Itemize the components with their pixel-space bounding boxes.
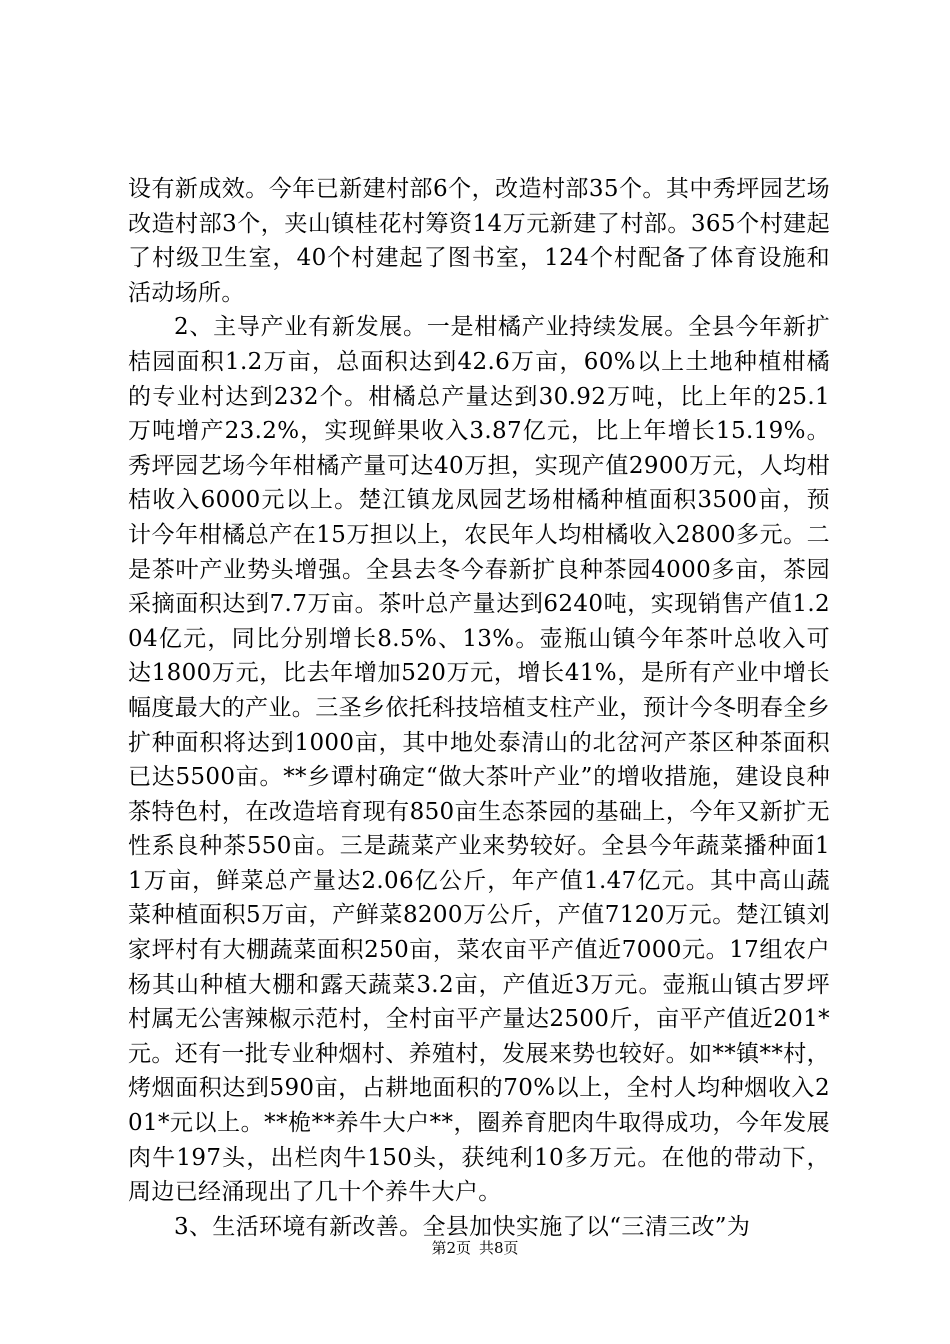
page-number: 第2页 xyxy=(431,1239,471,1257)
paragraph-leading-industries: 2、主导产业有新发展。一是柑橘产业持续发展。全县今年新扩桔园面积1.2万亩，总面积达到42.6万亩，60%以上土地种植柑橘的专业村达到232个。柑橘总产量达到30.92万吨，比上年的25.1万吨增产23.2%，实现鲜果收入3.87亿元，比上年增长15.19%。秀坪园艺场今年柑橘产量可达40万担，实现产值2900万元，人均柑桔收入6000元以上。楚江镇龙凤园艺场柑橘种植面积3500亩，预计今年柑橘总产在15万担以上，农民年人均柑橘收入2800多元。二是茶叶产业势头增强。全县去冬今春新扩良种茶园4000多亩，茶园采摘面积达到7.7万亩。茶叶总产量达到6240吨，实现销售产值1.204亿元，同比分别增长8.5%、13%。壶瓶山镇今年茶叶总收入可达1800万元，比去年增加520万元，增长41%，是所有产业中增长幅度最大的产业。三圣乡依托科技培植支柱产业，预计今冬明春全乡扩种面积将达到1000亩，其中地处泰清山的北岔河产茶区种茶面积已达5500亩。**乡谭村确定“做大茶叶产业”的增收措施，建设良种茶特色村，在改造培育现有850亩生态茶园的基础上，今年又新扩无性系良种茶550亩。三是蔬菜产业来势较好。全县今年蔬菜播种面11万亩，鲜菜总产量达2.06亿公斤，年产值1.47亿元。其中高山蔬菜种植面积5万亩，产鲜菜8200万公斤，产值7120万元。楚江镇刘家坪村有大棚蔬菜面积250亩，菜农亩平产值近7000元。17组农户杨其山种植大棚和露天蔬菜3.2亩，产值近3万元。壶瓶山镇古罗坪村属无公害辣椒示范村，全村亩平产量达2500斤，亩平产值近201*元。还有一批专业种烟村、养殖村，发展来势也较好。如**镇**村，烤烟面积达到590亩，占耕地面积的70%以上，全村人均种烟收入201*元以上。**桅**养牛大户**，圈养育肥肉牛取得成功，今年发展肉牛197头，出栏肉牛150头，获纯利10多万元。在他的带动下，周边已经涌现出了几十个养牛大户。 xyxy=(128,314,830,1206)
paragraph-living-environment: 3、生活环境有新改善。全县加快实施了以“三清三改”为 xyxy=(174,1213,751,1240)
page-total: 共8页 xyxy=(479,1239,519,1257)
page-footer xyxy=(0,1238,950,1258)
document-body xyxy=(128,172,830,1244)
paragraph-continued: 设有新成效。今年已新建村部6个，改造村部35个。其中秀坪园艺场改造村部3个，夹山镇桂花村筹资14万元新建了村部。365个村建起了村级卫生室，40个村建起了图书室，124个村配备了体育设施和活动场所。 xyxy=(128,176,830,306)
